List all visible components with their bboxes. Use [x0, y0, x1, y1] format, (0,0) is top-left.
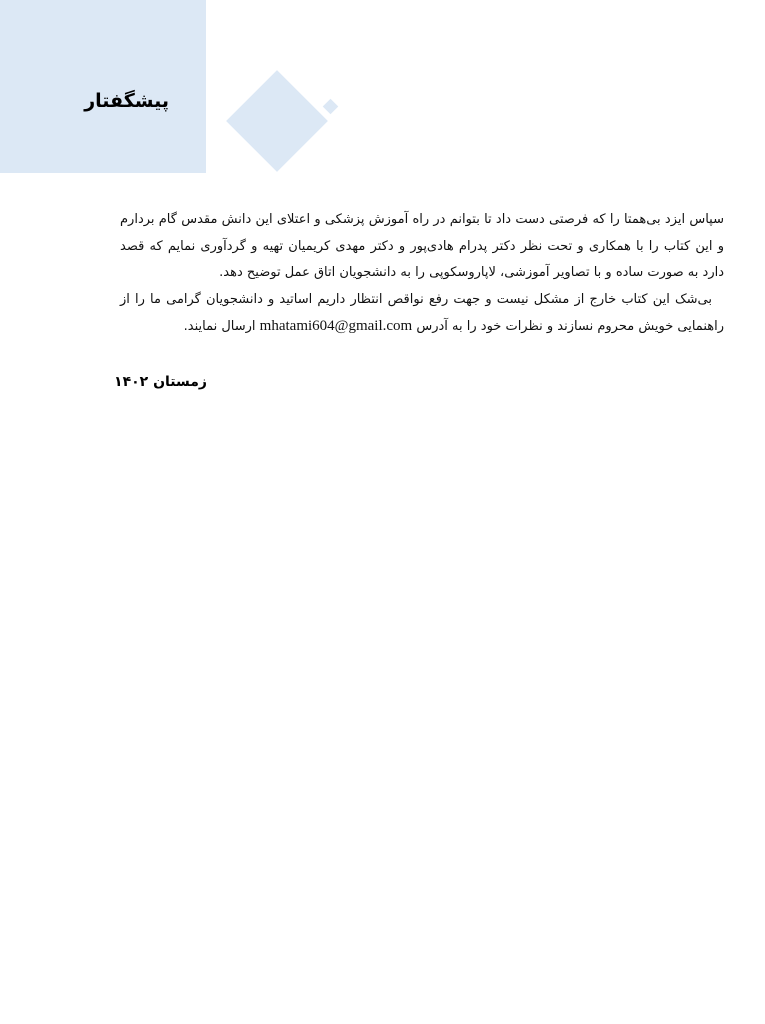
header-color-block — [0, 0, 206, 173]
page-title: پیشگفتار — [84, 90, 169, 112]
contact-email: mhatami604@gmail.com — [259, 318, 413, 334]
preface-paragraph-1: سپاس ایزد بی‌همتا را که فرصتی دست داد تا بتوانم در راه آموزش پزشکی و اعتلای این دانش مقدس گام بردارم و این کتاب را با همکاری و تحت نظر دکتر پدرام هادی‌پور و دکتر مهدی کریمیان تهیه و گردآوری نمایم که قصد دارد به صورت ساده و با تصاویر آموزشی، لاپاروسکوپی را به دانشجویان اتاق عمل توضیح دهد. — [120, 212, 724, 280]
preface-paragraph-2-text-end: ارسال نمایند. — [183, 319, 256, 334]
preface-body — [120, 207, 724, 341]
preface-paragraph-2-text-start: بی‌شک این کتاب خارج از مشکل نیست و جهت رفع نواقص انتظار داریم اساتید و دانشجویان گرامی ما را از راهنمایی خویش محروم نسازند و نظرات خود را به آدرس — [120, 291, 724, 334]
decorative-diamond-large — [226, 70, 328, 172]
signature-date: زمستان ۱۴۰۲ — [114, 374, 207, 390]
preface-paragraph-2 — [120, 287, 724, 341]
decorative-diamond-small — [323, 99, 339, 115]
